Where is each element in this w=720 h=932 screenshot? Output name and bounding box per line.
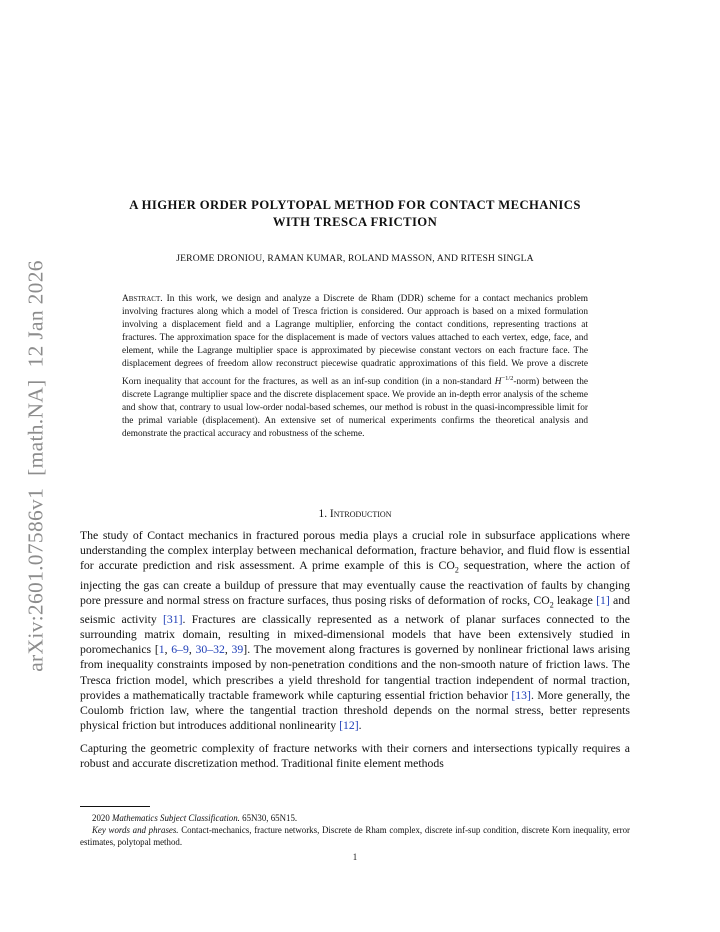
keywords-label: Key words and phrases. <box>92 825 179 836</box>
text-run: , <box>164 643 172 657</box>
intro-paragraph-2: Capturing the geometric complexity of fracture networks with their corners and intersections typically requires a robust and accurate discretization method. Traditional finite element methods <box>80 741 630 770</box>
norm-symbol: H <box>494 376 502 387</box>
text-run: sequestration, where the action of injecting the gas can create a buildup of pressure that may eventually cause the reactivation of faults by changing pore pressure and normal stress on fracture surfaces, thus posing risks of deformation of rocks, CO <box>80 559 630 607</box>
norm-exponent: −1/2 <box>501 374 514 382</box>
citation-link[interactable]: 30–32 <box>195 643 225 657</box>
text-run: leakage <box>553 593 597 607</box>
title-line-2: WITH TRESCA FRICTION <box>272 215 438 229</box>
abstract <box>122 293 588 441</box>
citation-link[interactable]: [13] <box>511 688 531 702</box>
abstract-text-a: In this work, we design and analyze a Discrete de Rham (DDR) scheme for a contact mechanics problem involving fractures along which a model of Tresca friction is considered. Our approach is based on a mixed formulation involving a displacement field and a Lagrange multiplier, enforcing the contact conditions, representing tractions at fractures. The approximation space for the displacement is made of vectors values attached to each vertex, edge, face, and element, while the Lagrange multiplier space is approximated by piecewise constant vectors on each fracture face. The displacement degrees of freedom allow reconstruct piecewise quadratic approximations of this field. We prove a discrete Korn inequality that account for the fractures, as well as an inf-sup condition (in a non-standard <box>122 294 588 387</box>
abstract-heading: Abstract. <box>122 294 163 304</box>
footnotes <box>80 812 630 849</box>
citation-link[interactable]: 6–9 <box>171 643 189 657</box>
text-run: ]. The movement along fractures is governed by nonlinear frictional laws arising from inequality constraints imposed by non-penetration conditions and the non-smooth nature of friction laws. The Tresca friction model, which prescribes a yield threshold for tangential traction independent of normal traction, provides a mathematically tractable framework while capturing essential friction behavior <box>80 643 630 702</box>
citation-link[interactable]: [1] <box>596 593 610 607</box>
keywords-text: Contact-mechanics, fracture networks, Discrete de Rham complex, discrete inf-sup condition, discrete Korn inequality, error estimates, polytopal method. <box>80 825 630 848</box>
text-run: and seismic activity <box>80 593 630 627</box>
citation-link[interactable]: 1 <box>158 643 165 657</box>
abstract-text-b: -norm) between the discrete Lagrange multiplier space and the discrete displacement space. We provide an in-depth error analysis of the scheme and show that, contrary to usual low-order nodal-based schemes, our method is robust in the quasi-incompressible limit for the primal variable (displacement). An extensive set of numerical experiments confirms the theoretical analysis and demonstrate the practical accuracy and robustness of the scheme. <box>122 376 589 440</box>
msc-label: Mathematics Subject Classification. <box>111 813 240 823</box>
title-line-1: A HIGHER ORDER POLYTOPAL METHOD FOR CONTACT MECHANICS <box>129 198 581 212</box>
arxiv-id[interactable]: arXiv:2601.07586v1 <box>23 487 48 672</box>
author-list: JEROME DRONIOU, RAMAN KUMAR, ROLAND MASSON, AND RITESH SINGLA <box>176 253 534 264</box>
arxiv-category: [math.NA] <box>23 379 48 476</box>
arxiv-date: 12 Jan 2026 <box>23 260 48 368</box>
subscript: 2 <box>454 565 459 575</box>
page-number: 1 <box>352 852 358 862</box>
msc-codes: 65N30, 65N15. <box>239 813 298 823</box>
keywords-footnote <box>80 824 630 848</box>
arxiv-sidebar-stamp <box>24 260 49 672</box>
section-number: 1. <box>318 508 328 520</box>
subscript: 2 <box>549 600 554 610</box>
text-run: , <box>188 643 196 657</box>
intro-paragraph-1 <box>80 528 630 733</box>
msc-year: 2020 <box>92 813 110 823</box>
citation-link[interactable]: 39 <box>231 643 244 657</box>
text-run: The study of Contact mechanics in fractured porous media plays a crucial role in subsurface applications where understanding the complex interplay between mechanical deformation, fracture behavior, and fluid flow is essential for accurate prediction and risk assessment. A prime example of this is CO <box>80 529 630 573</box>
paper-title <box>80 197 630 231</box>
citation-link[interactable]: [12] <box>339 718 359 732</box>
introduction-body <box>80 528 630 779</box>
footnote-rule <box>80 806 150 807</box>
msc-footnote <box>80 812 630 824</box>
section-heading <box>80 508 630 520</box>
text-run: . <box>358 718 362 732</box>
text-run: . More generally, the Coulomb friction law, where the tangential traction threshold depends on the normal stress, better represents physical friction but introduces additional nonlinearity <box>80 688 630 732</box>
text-run: . Fractures are classically represented as a network of planar surfaces connected to the surrounding matrix domain, resulting in mixed-dimensional models that have been extensively studied in poromechanics [ <box>80 613 630 657</box>
section-title: Introduction <box>329 508 392 520</box>
citation-link[interactable]: [31] <box>162 613 183 627</box>
text-run: , <box>224 643 232 657</box>
